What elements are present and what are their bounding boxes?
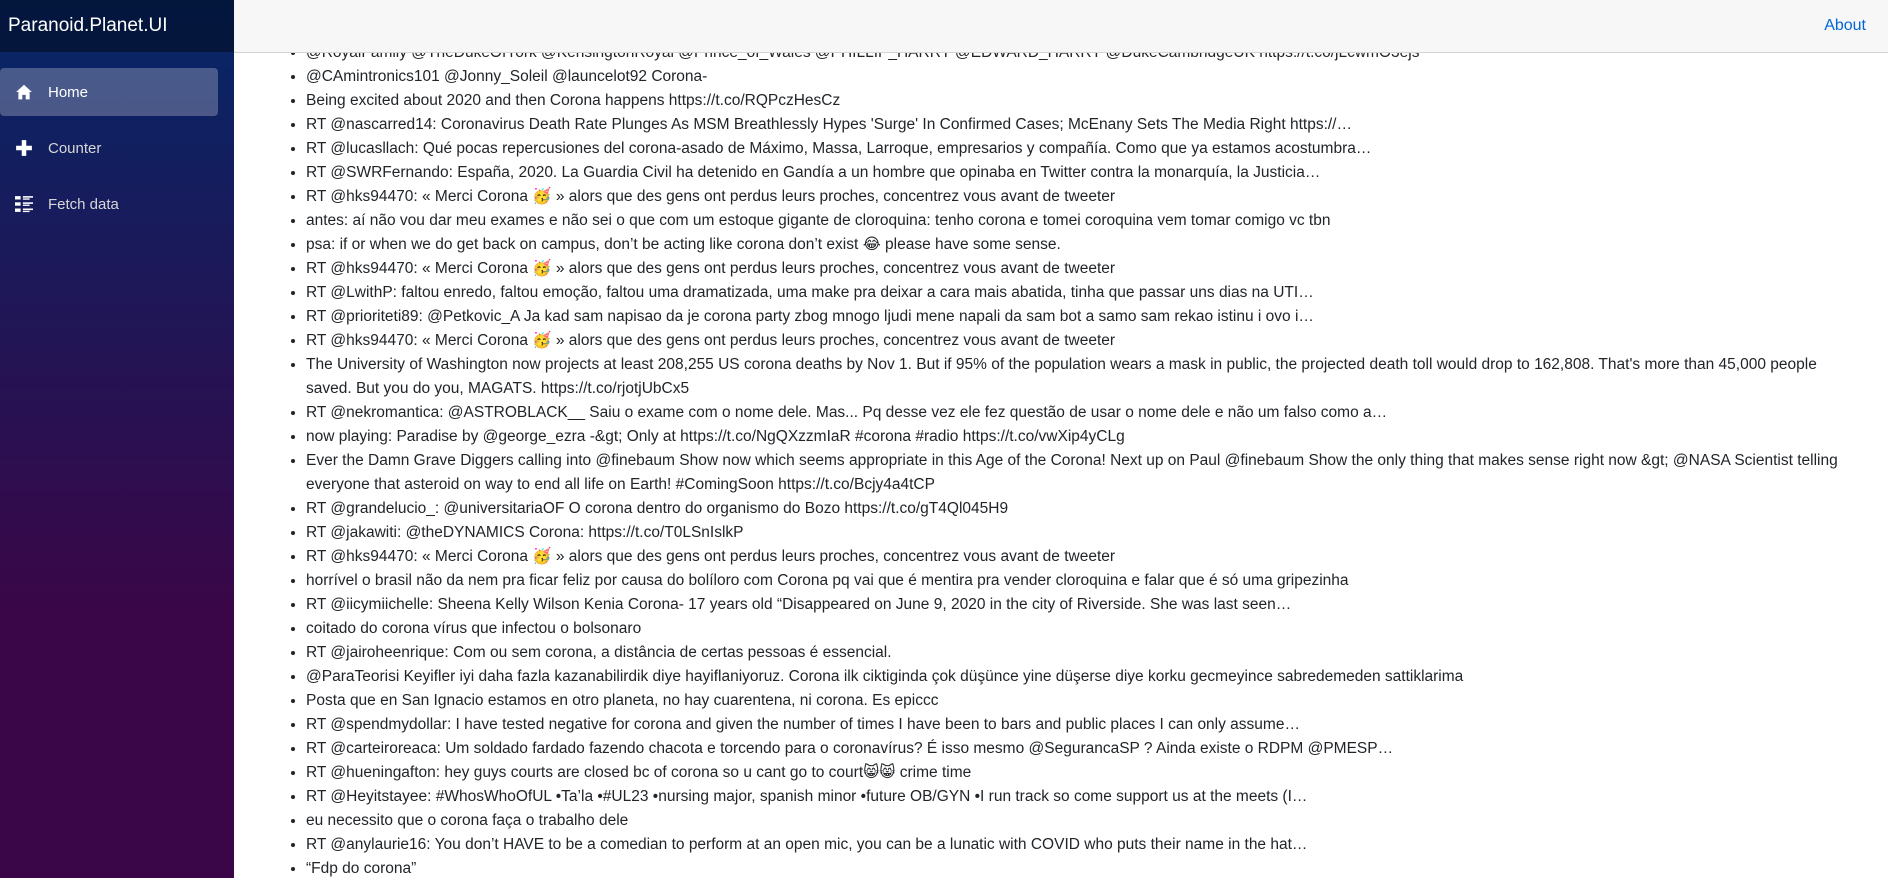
tweet-item: • RT @hks94470: « Merci Corona 🥳 » alors que des gens ont perdus leurs proches, concentrez vous avant de tweeter (306, 545, 1864, 569)
nav-link-counter[interactable] (0, 124, 218, 172)
nav-label-fetch-data: Fetch data (48, 195, 119, 213)
plus-icon (14, 138, 34, 158)
brand-link[interactable]: Paranoid.Planet.UI (8, 15, 168, 36)
tweet-item: • @ParaTeorisi Keyifler iyi daha fazla kazanabilirdik diye hayiflaniyoruz. Corona ilk ciktiginda çok düşünce yine düşerse diye korku gecmeyince sabredemeden sattiklarima (306, 665, 1864, 689)
tweet-item: • RT @nekromantica: @ASTROBLACK__ Saiu o exame com o nome dele. Mas... Pq desse vez ele fez questão de usar o nome dele e não um falso como a… (306, 401, 1864, 425)
tweet-item: • antes: aí não vou dar meu exames e não sei o que com um estoque gigante de cloroquina: tenho corona e tomei coroquina vem tomar comigo vc tbn (306, 209, 1864, 233)
nav-item-home (0, 68, 234, 124)
nav-link-home[interactable] (0, 68, 218, 116)
tweet-item: • @CAmintronics101 @Jonny_Soleil @launcelot92 Corona- (306, 65, 1864, 89)
tweet-item: • RT @jairoheenrique: Com ou sem corona, a distância de certas pessoas é essencial. (306, 641, 1864, 665)
tweet-item: • eu necessito que o corona faça o trabalho dele (306, 809, 1864, 833)
tweet-item: • RT @carteiroreaca: Um soldado fardado fazendo chacota e torcendo para o coronavírus? É isso mesmo @SegurancaSP ? Ainda existe o RDPM @PMESP… (306, 737, 1864, 761)
nav-item-fetch-data (0, 180, 234, 236)
list-icon (14, 194, 34, 214)
tweet-item: • RT @jakawiti: @theDYNAMICS Corona: https://t.co/T0LSnIslkP (306, 521, 1864, 545)
tweet-item: • Being excited about 2020 and then Corona happens https://t.co/RQPczHesCz (306, 89, 1864, 113)
tweet-item: • RT @lucasllach: Qué pocas repercusiones del corona-asado de Máximo, Massa, Larroque, empresarios y compañía. Como que ya estamos acostumbra… (306, 137, 1864, 161)
tweet-item: • RT @hks94470: « Merci Corona 🥳 » alors que des gens ont perdus leurs proches, concentrez vous avant de tweeter (306, 257, 1864, 281)
tweet-item: • “Fdp do corona” (306, 857, 1864, 881)
tweet-item: • horrível o brasil não da nem pra ficar feliz por causa do bolíloro com Corona pq vai que é mentira pra vender cloroquina e falar que é só uma gripezinha (306, 569, 1864, 593)
tweet-item: • now playing: Paradise by @george_ezra -&gt; Only at https://t.co/NgQXzzmIaR #corona #radio https://t.co/vwXip4yCLg (306, 425, 1864, 449)
nav-item-counter (0, 124, 234, 180)
brand-bar (0, 0, 234, 52)
tweet-item: • RT @hueningafton: hey guys courts are closed bc of corona so u cant go to court😸😸 crime time (306, 761, 1864, 785)
nav-menu (0, 52, 234, 236)
tweet-item: • Posta que en San Ignacio estamos en otro planeta, no hay cuarentena, ni corona. Es epiccc (306, 689, 1864, 713)
nav-label-home: Home (48, 83, 89, 101)
tweet-item: • RT @iicymiichelle: Sheena Kelly Wilson Kenia Corona- 17 years old “Disappeared on June 9, 2020 in the city of Riverside. She was last seen… (306, 593, 1864, 617)
tweet-item: • RT @prioriteti89: @Petkovic_A Ja kad sam napisao da je corona party zbog mnogo ljudi mene napali da sam bot a samo sam rekao istinu i ovo i… (306, 305, 1864, 329)
top-row (234, 0, 1888, 53)
tweet-item: • RT @Heyitstayee: #WhosWhoOfUL •Ta’la •#UL23 •nursing major, spanish minor •future OB/GYN •I run track so come support us at the meets (I… (306, 785, 1864, 809)
tweet-item: • coitado do corona vírus que infectou o bolsonaro (306, 617, 1864, 641)
tweet-item: • RT @hks94470: « Merci Corona 🥳 » alors que des gens ont perdus leurs proches, concentrez vous avant de tweeter (306, 329, 1864, 353)
home-icon (14, 82, 34, 102)
sidebar (0, 0, 234, 878)
tweet-item: • RT @anylaurie16: You don’t HAVE to be a comedian to perform at an open mic, you can be a lunatic with COVID who puts their name in the hat… (306, 833, 1864, 857)
tweet-item: • psa: if or when we do get back on campus, don’t be acting like corona don’t exist 😂 please have some sense. (306, 233, 1864, 257)
tweet-item: • The University of Washington now projects at least 208,255 US corona deaths by Nov 1. But if 95% of the population wears a mask in public, the projected death toll would drop to 162,808. That's more than 45,000 people saved. But you do you, MAGATS. https://t.co/rjotjUbCx5 (306, 353, 1864, 401)
tweet-item: • RT @LwithP: faltou enredo, faltou emoção, faltou uma dramatizada, uma make pra deixar a cara mais abatida, tinha que passar uns dias na UTI… (306, 281, 1864, 305)
tweet-item: • RT @spendmydollar: I have tested negative for corona and given the number of times I have been to bars and public places I can only assume… (306, 713, 1864, 737)
tweet-item: • RT @nascarred14: Coronavirus Death Rate Plunges As MSM Breathlessly Hypes 'Surge' In Confirmed Cases; McEnany Sets The Media Right https://… (306, 113, 1864, 137)
tweet-item: • Ever the Damn Grave Diggers calling into @finebaum Show now which seems appropriate in this Age of the Corona! Next up on Paul @finebaum Show the only thing that makes sense right now &gt; @NASA Scientist telling everyone that asteroid on way to end all life on Earth! #ComingSoon https://t.co/Bcjy4a4tCP (306, 449, 1864, 497)
main-content[interactable] (234, 53, 1888, 878)
tweet-item: • RT @grandelucio_: @universitariaOF O corona dentro do organismo do Bozo https://t.co/gT4Ql045H9 (306, 497, 1864, 521)
about-link[interactable]: About (1824, 17, 1866, 34)
tweet-list (234, 41, 1888, 881)
tweet-item: • RT @SWRFernando: España, 2020. La Guardia Civil ha detenido en Gandía a un hombre que opinaba en Twitter contra la monarquía, la Justicia… (306, 161, 1864, 185)
nav-label-counter: Counter (48, 139, 102, 157)
tweet-item: • RT @hks94470: « Merci Corona 🥳 » alors que des gens ont perdus leurs proches, concentrez vous avant de tweeter (306, 185, 1864, 209)
nav-link-fetch-data[interactable] (0, 180, 218, 228)
